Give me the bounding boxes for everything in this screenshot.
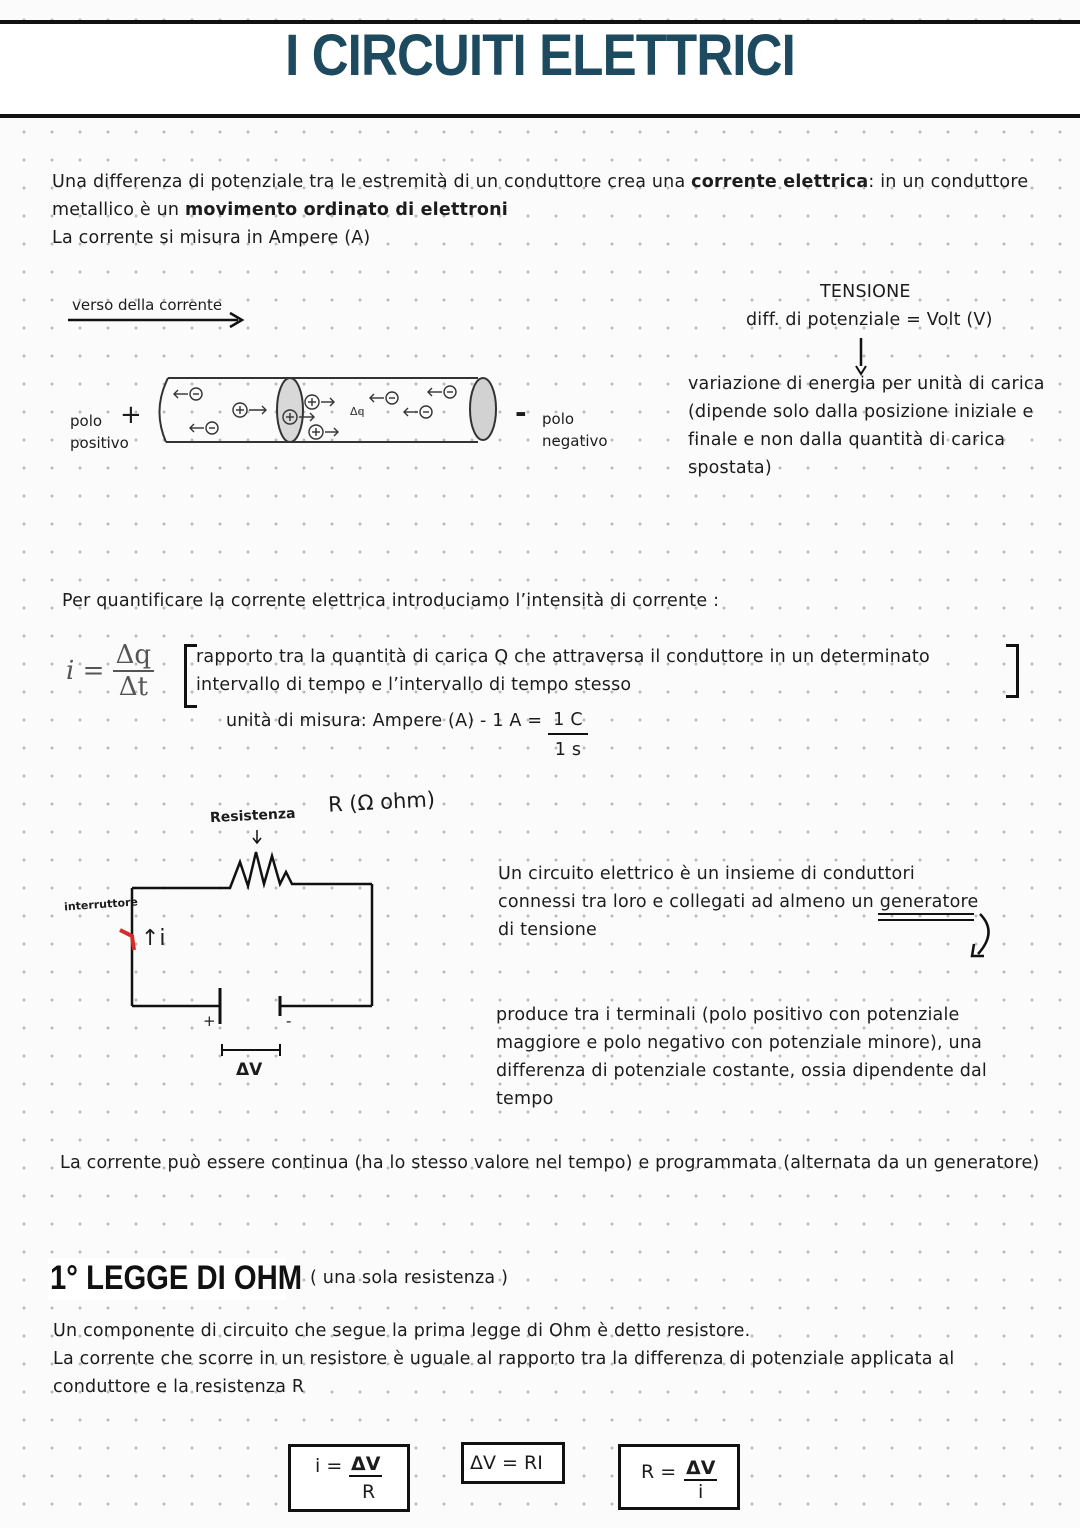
resistance-label: Resistenza <box>209 805 296 827</box>
ohm-formula-1: i = ΔV R <box>288 1444 410 1512</box>
intro-line-1: Una differenza di potenziale tra le estremità di un conduttore crea una corrente elettrica: in un conduttore <box>52 172 1029 192</box>
bracket-right <box>1006 644 1019 698</box>
intensity-description: rapporto tra la quantità di carica Q che attraversa il conduttore in un determinato intervallo di tempo e l’intervallo di tempo stesso <box>196 647 930 695</box>
negative-pole-label: polo negativo <box>542 410 608 450</box>
current-direction-label: verso della corrente <box>72 296 223 314</box>
intensity-formula: i = $\frac{\Delta q}{\Delta t}$ <box>66 640 154 702</box>
current-types: La corrente può essere continua (ha lo stesso valore nel tempo) e programmata (alternata da un generatore) <box>60 1153 1040 1173</box>
intro-line-2: metallico è un movimento ordinato di elettroni <box>52 200 508 220</box>
current-i-label: ↑i <box>141 926 166 951</box>
tension-subtitle: diff. di potenziale = Volt (V) <box>746 310 993 330</box>
term-corrente-elettrica: corrente elettrica <box>691 172 869 192</box>
delta-q-label: Δq <box>350 405 365 418</box>
term-movimento-elettroni: movimento ordinato di elettroni <box>184 200 508 220</box>
ohm-heading: 1° LEGGE DI OHM <box>50 1259 303 1297</box>
r-ohm-label: R (Ω ohm) <box>327 787 436 817</box>
generator-word: generatore <box>879 892 979 912</box>
ohm-formula-2: ΔV = RI <box>461 1442 565 1484</box>
switch-label: interruttore <box>63 895 139 914</box>
delta-v-label: ΔV <box>236 1060 263 1080</box>
plus-sign: + <box>120 400 142 430</box>
ohm-formula-3: R = ΔV i <box>618 1444 740 1510</box>
intro-paragraph <box>52 168 1052 252</box>
intro-line-3: La corrente si misura in Ampere (A) <box>52 228 371 248</box>
page-title: I CIRCUITI ELETTRICI <box>285 23 795 88</box>
positive-pole-label: polo positivo <box>70 412 129 452</box>
generator-underline-arrow <box>874 910 1004 962</box>
unit-text: unità di misura: Ampere (A) - 1 A = <box>226 711 543 731</box>
generator-description: produce tra i terminali (polo positivo con potenziale maggiore e polo negativo con potenziale minore), una differenza di potenziale costante, ossia dipendente dal tempo <box>496 1005 987 1109</box>
minus-sign: - <box>515 396 527 429</box>
unit-fraction: 1 C 1 s <box>548 707 588 765</box>
conductor-cylinder <box>148 372 508 452</box>
battery-minus: - <box>286 1012 292 1030</box>
ohm-note: ( una sola resistenza ) <box>310 1268 509 1288</box>
battery-plus: + <box>203 1012 216 1030</box>
tension-description: variazione di energia per unità di carica (dipende solo dalla posizione iniziale e finale e non dalla quantità di carica spostata) <box>688 374 1045 478</box>
intensity-intro: Per quantificare la corrente elettrica introduciamo l’intensità di corrente : <box>62 591 720 611</box>
ohm-description: Un componente di circuito che segue la prima legge di Ohm è detto resistore. La corrente che scorre in un resistore è uguale al rapporto tra la differenza di potenziale applicata al conduttore e la resistenza R <box>53 1321 955 1397</box>
tension-title: TENSIONE <box>820 282 911 302</box>
current-direction-arrow <box>60 310 260 330</box>
circuit-definition: Un circuito elettrico è un insieme di conduttori connessi tra loro e collegati ad almeno un generatore di tensione <box>498 864 979 940</box>
